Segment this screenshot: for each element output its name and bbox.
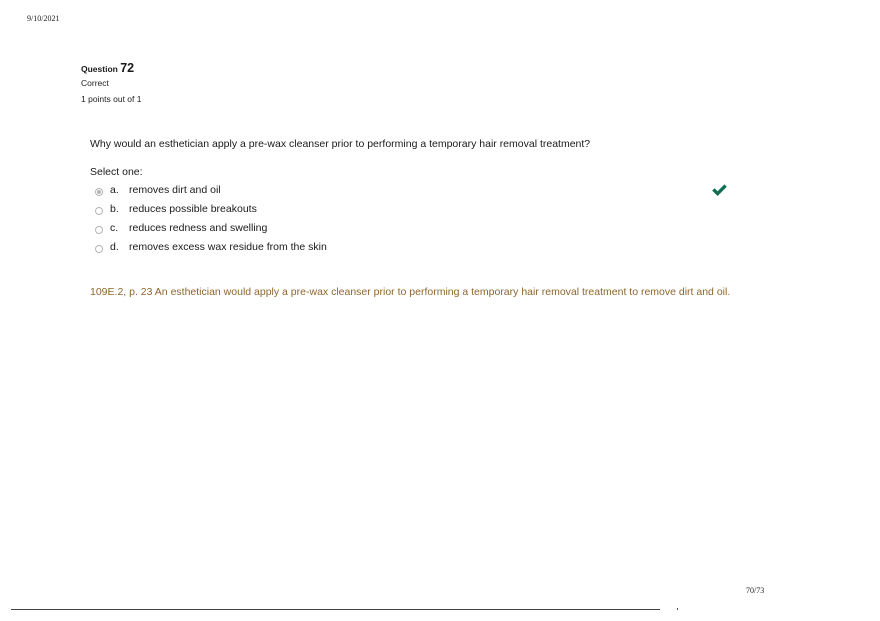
- question-info: [81, 60, 281, 107]
- answer-list: [95, 180, 735, 256]
- answer-option-d[interactable]: [95, 237, 735, 256]
- question-label: Question: [81, 64, 118, 74]
- question-number-value: 72: [120, 61, 135, 75]
- radio-button[interactable]: [95, 245, 103, 253]
- answer-text: removes excess wax residue from the skin: [129, 240, 327, 253]
- answer-option-b[interactable]: [95, 199, 735, 218]
- answer-letter: a.: [110, 183, 119, 196]
- print-date: 9/10/2021: [27, 14, 60, 23]
- check-icon: [711, 183, 728, 197]
- question-number: [81, 60, 281, 76]
- answer-text: reduces possible breakouts: [129, 202, 257, 215]
- answer-option-a[interactable]: [95, 180, 735, 199]
- footer-divider: [11, 609, 660, 610]
- answer-letter: d.: [110, 240, 119, 253]
- select-prompt: Select one:: [90, 166, 143, 178]
- question-grade: 1 points out of 1: [81, 93, 142, 104]
- radio-button-selected[interactable]: [95, 188, 103, 196]
- page-number: 70/73: [746, 586, 765, 595]
- answer-letter: c.: [110, 221, 119, 234]
- question-text: Why would an esthetician apply a pre-wax cleanser prior to performing a temporary hair removal treatment?: [90, 138, 591, 150]
- general-feedback: 109E.2, p. 23 An esthetician would apply a pre-wax cleanser prior to performing a temporary hair removal treatment to remove dirt and oil.: [90, 286, 731, 298]
- radio-button[interactable]: [95, 226, 103, 234]
- question-state: Correct: [81, 78, 109, 88]
- answer-text: removes dirt and oil: [129, 183, 221, 196]
- footer-mark: [677, 608, 678, 610]
- answer-text: reduces redness and swelling: [129, 221, 268, 234]
- radio-button[interactable]: [95, 207, 103, 215]
- answer-option-c[interactable]: [95, 218, 735, 237]
- answer-letter: b.: [110, 202, 119, 215]
